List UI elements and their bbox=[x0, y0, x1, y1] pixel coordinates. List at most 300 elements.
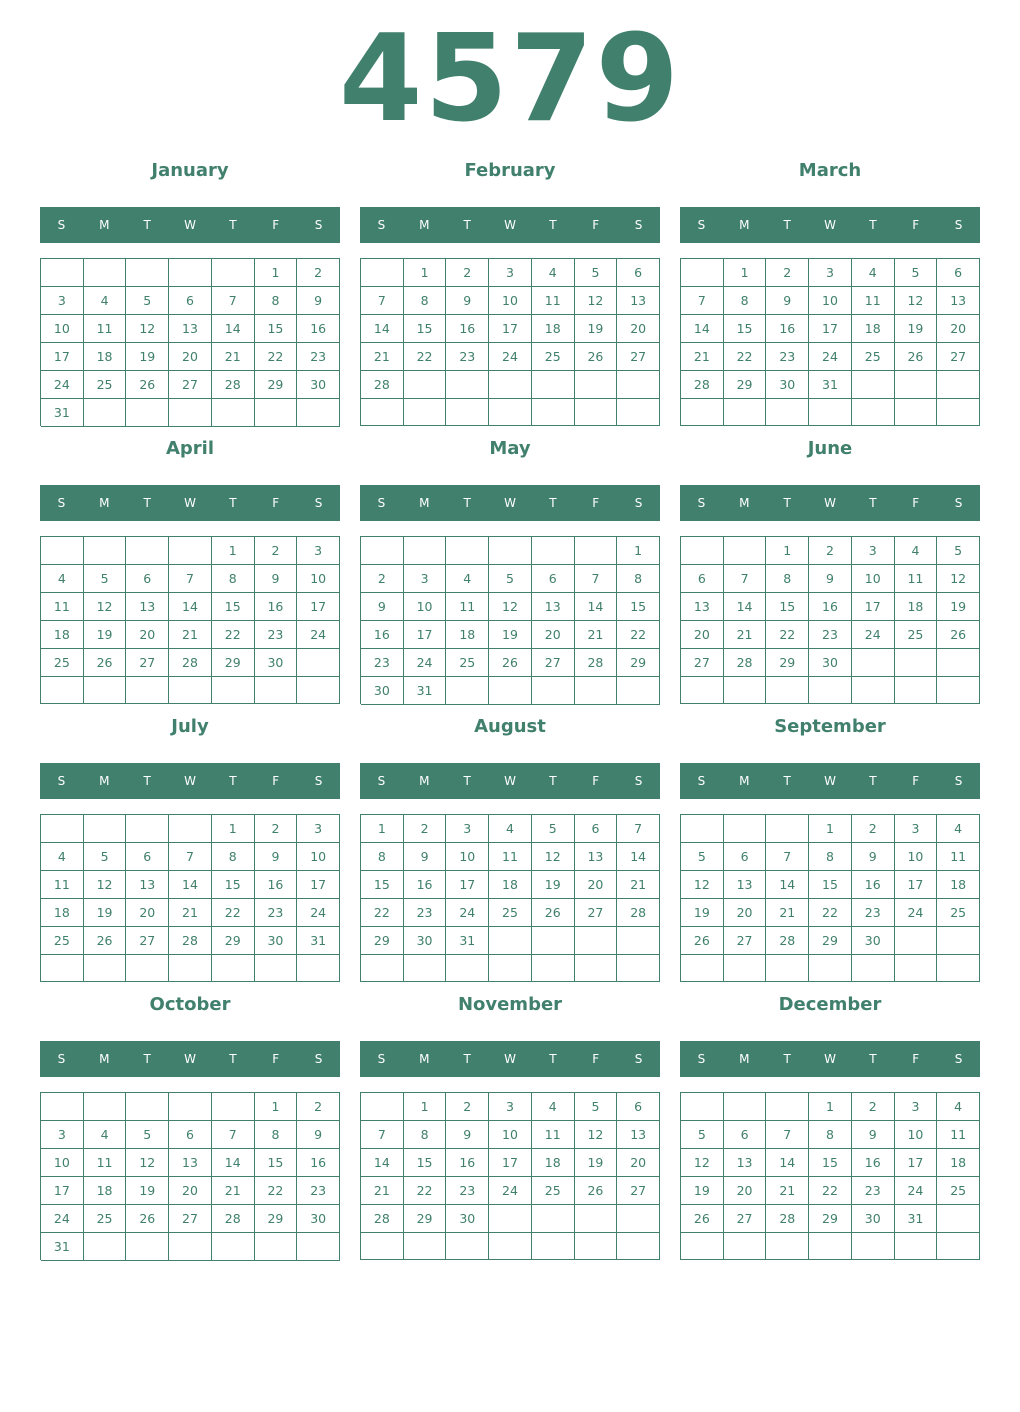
day-cell: 10 bbox=[41, 315, 84, 343]
day-cell: 11 bbox=[895, 565, 938, 593]
day-cell: 17 bbox=[41, 1177, 84, 1205]
day-grid bbox=[680, 536, 980, 704]
weekday-header bbox=[40, 763, 340, 799]
empty-cell bbox=[212, 399, 255, 427]
day-cell: 18 bbox=[41, 899, 84, 927]
empty-cell bbox=[297, 955, 340, 982]
empty-cell bbox=[84, 259, 127, 287]
empty-cell bbox=[617, 955, 660, 982]
day-cell: 16 bbox=[361, 621, 404, 649]
month-may bbox=[360, 436, 660, 698]
day-cell: 4 bbox=[852, 259, 895, 287]
day-cell: 11 bbox=[489, 843, 532, 871]
day-cell: 4 bbox=[895, 537, 938, 565]
empty-cell bbox=[126, 677, 169, 704]
day-cell: 24 bbox=[297, 621, 340, 649]
day-cell: 18 bbox=[446, 621, 489, 649]
day-cell: 26 bbox=[126, 1205, 169, 1233]
empty-cell bbox=[446, 399, 489, 426]
day-cell: 24 bbox=[41, 371, 84, 399]
weekday-label: S bbox=[314, 774, 323, 788]
day-cell: 6 bbox=[126, 565, 169, 593]
day-cell: 3 bbox=[404, 565, 447, 593]
day-cell: 10 bbox=[489, 287, 532, 315]
empty-cell bbox=[575, 371, 618, 399]
day-cell: 18 bbox=[852, 315, 895, 343]
day-cell: 27 bbox=[724, 927, 767, 955]
month-title: July bbox=[171, 716, 209, 737]
weekday-label: T bbox=[869, 496, 877, 510]
day-cell: 2 bbox=[766, 259, 809, 287]
day-cell: 28 bbox=[724, 649, 767, 677]
day-cell: 7 bbox=[617, 815, 660, 843]
weekday-header bbox=[680, 485, 980, 521]
weekday-label: T bbox=[463, 774, 471, 788]
empty-cell bbox=[361, 259, 404, 287]
empty-cell bbox=[255, 677, 298, 704]
empty-cell bbox=[169, 815, 212, 843]
day-cell: 21 bbox=[361, 343, 404, 371]
empty-cell bbox=[297, 1233, 340, 1261]
day-cell: 4 bbox=[532, 1093, 575, 1121]
day-cell: 22 bbox=[617, 621, 660, 649]
weekday-label: W bbox=[184, 1052, 196, 1066]
day-grid bbox=[680, 1092, 980, 1260]
day-cell: 16 bbox=[404, 871, 447, 899]
day-cell: 25 bbox=[41, 927, 84, 955]
empty-cell bbox=[617, 677, 660, 705]
day-cell: 12 bbox=[575, 287, 618, 315]
weekday-label: M bbox=[419, 218, 430, 232]
empty-cell bbox=[41, 1093, 84, 1121]
day-cell: 28 bbox=[212, 1205, 255, 1233]
weekday-label: F bbox=[592, 774, 600, 788]
empty-cell bbox=[489, 677, 532, 705]
day-cell: 11 bbox=[84, 1149, 127, 1177]
day-cell: 1 bbox=[404, 1093, 447, 1121]
day-cell: 12 bbox=[895, 287, 938, 315]
day-cell: 9 bbox=[446, 287, 489, 315]
day-cell: 8 bbox=[361, 843, 404, 871]
day-cell: 18 bbox=[937, 1149, 980, 1177]
empty-cell bbox=[937, 1233, 980, 1260]
weekday-label: W bbox=[504, 218, 516, 232]
day-cell: 6 bbox=[617, 1093, 660, 1121]
day-cell: 26 bbox=[489, 649, 532, 677]
day-cell: 21 bbox=[766, 1177, 809, 1205]
day-cell: 17 bbox=[41, 343, 84, 371]
day-cell: 19 bbox=[126, 343, 169, 371]
weekday-label: F bbox=[272, 1052, 280, 1066]
empty-cell bbox=[575, 537, 618, 565]
day-cell: 20 bbox=[681, 621, 724, 649]
weekday-header bbox=[680, 763, 980, 799]
month-title: September bbox=[774, 716, 886, 737]
day-cell: 4 bbox=[446, 565, 489, 593]
weekday-label: F bbox=[272, 496, 280, 510]
day-cell: 22 bbox=[766, 621, 809, 649]
month-title: November bbox=[457, 994, 563, 1015]
day-cell: 21 bbox=[212, 1177, 255, 1205]
day-cell: 23 bbox=[404, 899, 447, 927]
month-april bbox=[40, 436, 340, 670]
empty-cell bbox=[212, 955, 255, 982]
empty-cell bbox=[681, 955, 724, 982]
day-cell: 21 bbox=[169, 621, 212, 649]
empty-cell bbox=[361, 1093, 404, 1121]
day-cell: 28 bbox=[361, 371, 404, 399]
weekday-label: T bbox=[229, 1052, 237, 1066]
day-cell: 20 bbox=[724, 1177, 767, 1205]
month-title: April bbox=[165, 438, 215, 459]
weekday-label: T bbox=[869, 218, 877, 232]
day-cell: 14 bbox=[766, 1149, 809, 1177]
day-cell: 31 bbox=[446, 927, 489, 955]
day-cell: 2 bbox=[297, 259, 340, 287]
day-cell: 18 bbox=[937, 871, 980, 899]
day-cell: 29 bbox=[404, 1205, 447, 1233]
day-cell: 19 bbox=[681, 899, 724, 927]
month-title: January bbox=[151, 160, 229, 181]
day-cell: 5 bbox=[84, 843, 127, 871]
empty-cell bbox=[809, 677, 852, 704]
empty-cell bbox=[489, 399, 532, 426]
day-cell: 17 bbox=[297, 593, 340, 621]
day-cell: 10 bbox=[809, 287, 852, 315]
day-cell: 9 bbox=[297, 287, 340, 315]
day-cell: 9 bbox=[809, 565, 852, 593]
empty-cell bbox=[489, 1233, 532, 1260]
day-cell: 13 bbox=[617, 1121, 660, 1149]
day-cell: 6 bbox=[169, 1121, 212, 1149]
day-cell: 15 bbox=[255, 1149, 298, 1177]
weekday-label: T bbox=[549, 774, 557, 788]
day-cell: 27 bbox=[681, 649, 724, 677]
day-cell: 21 bbox=[212, 343, 255, 371]
day-cell: 18 bbox=[532, 315, 575, 343]
month-january bbox=[40, 158, 340, 420]
day-cell: 10 bbox=[297, 843, 340, 871]
weekday-label: S bbox=[377, 1052, 386, 1066]
day-cell: 19 bbox=[681, 1177, 724, 1205]
day-cell: 5 bbox=[84, 565, 127, 593]
empty-cell bbox=[41, 677, 84, 704]
weekday-label: T bbox=[143, 218, 151, 232]
empty-cell bbox=[297, 649, 340, 677]
weekday-label: F bbox=[592, 1052, 600, 1066]
day-cell: 11 bbox=[41, 871, 84, 899]
weekday-label: T bbox=[783, 496, 791, 510]
day-cell: 14 bbox=[212, 1149, 255, 1177]
day-cell: 23 bbox=[446, 1177, 489, 1205]
day-cell: 30 bbox=[255, 927, 298, 955]
weekday-label: M bbox=[99, 496, 110, 510]
day-cell: 27 bbox=[169, 371, 212, 399]
empty-cell bbox=[532, 1233, 575, 1260]
weekday-header bbox=[680, 207, 980, 243]
weekday-label: W bbox=[504, 774, 516, 788]
weekday-label: S bbox=[697, 1052, 706, 1066]
day-cell: 14 bbox=[617, 843, 660, 871]
empty-cell bbox=[489, 371, 532, 399]
day-cell: 19 bbox=[575, 315, 618, 343]
day-cell: 28 bbox=[361, 1205, 404, 1233]
day-cell: 6 bbox=[532, 565, 575, 593]
weekday-header bbox=[680, 1041, 980, 1077]
day-cell: 26 bbox=[937, 621, 980, 649]
empty-cell bbox=[895, 1233, 938, 1260]
day-cell: 13 bbox=[575, 843, 618, 871]
empty-cell bbox=[809, 399, 852, 426]
weekday-label: M bbox=[739, 496, 750, 510]
empty-cell bbox=[766, 1093, 809, 1121]
day-cell: 23 bbox=[297, 1177, 340, 1205]
weekday-label: T bbox=[143, 774, 151, 788]
day-cell: 30 bbox=[852, 927, 895, 955]
empty-cell bbox=[404, 371, 447, 399]
day-cell: 26 bbox=[575, 343, 618, 371]
day-cell: 1 bbox=[255, 259, 298, 287]
day-cell: 17 bbox=[489, 1149, 532, 1177]
day-cell: 25 bbox=[84, 371, 127, 399]
day-cell: 6 bbox=[724, 843, 767, 871]
day-cell: 8 bbox=[255, 1121, 298, 1149]
empty-cell bbox=[724, 815, 767, 843]
day-cell: 29 bbox=[212, 927, 255, 955]
empty-cell bbox=[852, 371, 895, 399]
day-cell: 18 bbox=[489, 871, 532, 899]
day-cell: 27 bbox=[937, 343, 980, 371]
weekday-header bbox=[360, 1041, 660, 1077]
empty-cell bbox=[169, 1233, 212, 1261]
day-cell: 29 bbox=[212, 649, 255, 677]
day-cell: 12 bbox=[532, 843, 575, 871]
day-cell: 13 bbox=[724, 871, 767, 899]
empty-cell bbox=[937, 955, 980, 982]
day-cell: 11 bbox=[84, 315, 127, 343]
day-cell: 24 bbox=[41, 1205, 84, 1233]
weekday-label: W bbox=[824, 1052, 836, 1066]
day-cell: 7 bbox=[575, 565, 618, 593]
day-cell: 1 bbox=[809, 815, 852, 843]
day-cell: 28 bbox=[766, 1205, 809, 1233]
day-cell: 23 bbox=[809, 621, 852, 649]
weekday-label: S bbox=[954, 496, 963, 510]
empty-cell bbox=[446, 677, 489, 705]
day-cell: 22 bbox=[809, 1177, 852, 1205]
weekday-label: M bbox=[739, 774, 750, 788]
empty-cell bbox=[404, 537, 447, 565]
day-cell: 23 bbox=[297, 343, 340, 371]
empty-cell bbox=[532, 677, 575, 705]
day-cell: 31 bbox=[41, 399, 84, 427]
day-cell: 10 bbox=[297, 565, 340, 593]
day-cell: 1 bbox=[724, 259, 767, 287]
day-cell: 3 bbox=[895, 815, 938, 843]
day-cell: 3 bbox=[809, 259, 852, 287]
day-cell: 13 bbox=[169, 1149, 212, 1177]
weekday-label: M bbox=[739, 1052, 750, 1066]
day-cell: 17 bbox=[809, 315, 852, 343]
day-cell: 16 bbox=[852, 1149, 895, 1177]
day-cell: 10 bbox=[41, 1149, 84, 1177]
empty-cell bbox=[446, 371, 489, 399]
empty-cell bbox=[84, 399, 127, 427]
day-cell: 24 bbox=[489, 1177, 532, 1205]
day-cell: 25 bbox=[489, 899, 532, 927]
day-cell: 11 bbox=[852, 287, 895, 315]
empty-cell bbox=[617, 927, 660, 955]
empty-cell bbox=[681, 677, 724, 704]
day-cell: 7 bbox=[681, 287, 724, 315]
day-cell: 15 bbox=[766, 593, 809, 621]
day-cell: 28 bbox=[212, 371, 255, 399]
empty-cell bbox=[446, 1233, 489, 1260]
day-cell: 5 bbox=[895, 259, 938, 287]
empty-cell bbox=[532, 371, 575, 399]
day-cell: 27 bbox=[169, 1205, 212, 1233]
day-cell: 9 bbox=[255, 843, 298, 871]
day-cell: 5 bbox=[575, 1093, 618, 1121]
day-cell: 16 bbox=[852, 871, 895, 899]
day-cell: 8 bbox=[212, 565, 255, 593]
weekday-header bbox=[360, 485, 660, 521]
day-cell: 10 bbox=[446, 843, 489, 871]
day-cell: 15 bbox=[361, 871, 404, 899]
day-cell: 23 bbox=[361, 649, 404, 677]
day-cell: 28 bbox=[575, 649, 618, 677]
weekday-label: M bbox=[419, 1052, 430, 1066]
empty-cell bbox=[446, 537, 489, 565]
day-cell: 16 bbox=[255, 871, 298, 899]
day-cell: 8 bbox=[212, 843, 255, 871]
weekday-header bbox=[360, 207, 660, 243]
day-cell: 2 bbox=[809, 537, 852, 565]
day-grid bbox=[40, 814, 340, 982]
day-cell: 14 bbox=[766, 871, 809, 899]
empty-cell bbox=[895, 399, 938, 426]
day-cell: 23 bbox=[766, 343, 809, 371]
empty-cell bbox=[617, 1205, 660, 1233]
day-cell: 19 bbox=[937, 593, 980, 621]
day-cell: 14 bbox=[361, 1149, 404, 1177]
empty-cell bbox=[41, 537, 84, 565]
day-cell: 9 bbox=[297, 1121, 340, 1149]
day-cell: 7 bbox=[212, 1121, 255, 1149]
day-cell: 27 bbox=[532, 649, 575, 677]
day-cell: 7 bbox=[361, 287, 404, 315]
day-cell: 17 bbox=[297, 871, 340, 899]
day-cell: 3 bbox=[489, 259, 532, 287]
day-cell: 11 bbox=[532, 1121, 575, 1149]
day-cell: 4 bbox=[489, 815, 532, 843]
weekday-label: W bbox=[824, 774, 836, 788]
day-cell: 17 bbox=[852, 593, 895, 621]
empty-cell bbox=[169, 537, 212, 565]
weekday-header bbox=[40, 485, 340, 521]
day-grid bbox=[360, 536, 660, 704]
day-cell: 19 bbox=[84, 899, 127, 927]
day-cell: 15 bbox=[404, 1149, 447, 1177]
empty-cell bbox=[532, 955, 575, 982]
day-cell: 12 bbox=[126, 315, 169, 343]
day-cell: 15 bbox=[809, 1149, 852, 1177]
day-grid bbox=[360, 258, 660, 426]
weekday-label: M bbox=[739, 218, 750, 232]
day-cell: 1 bbox=[809, 1093, 852, 1121]
day-cell: 29 bbox=[255, 1205, 298, 1233]
weekday-label: F bbox=[592, 496, 600, 510]
empty-cell bbox=[84, 955, 127, 982]
day-cell: 1 bbox=[617, 537, 660, 565]
day-cell: 23 bbox=[852, 1177, 895, 1205]
day-cell: 29 bbox=[724, 371, 767, 399]
day-cell: 21 bbox=[766, 899, 809, 927]
empty-cell bbox=[41, 259, 84, 287]
day-cell: 29 bbox=[809, 927, 852, 955]
day-cell: 18 bbox=[41, 621, 84, 649]
day-cell: 23 bbox=[852, 899, 895, 927]
day-cell: 27 bbox=[575, 899, 618, 927]
empty-cell bbox=[724, 677, 767, 704]
weekday-label: W bbox=[184, 496, 196, 510]
weekday-label: S bbox=[634, 774, 643, 788]
day-cell: 6 bbox=[126, 843, 169, 871]
day-cell: 24 bbox=[852, 621, 895, 649]
day-cell: 23 bbox=[255, 899, 298, 927]
empty-cell bbox=[937, 677, 980, 704]
empty-cell bbox=[809, 955, 852, 982]
day-cell: 30 bbox=[361, 677, 404, 705]
day-cell: 25 bbox=[532, 343, 575, 371]
day-cell: 13 bbox=[169, 315, 212, 343]
day-cell: 3 bbox=[446, 815, 489, 843]
empty-cell bbox=[617, 371, 660, 399]
day-cell: 31 bbox=[41, 1233, 84, 1261]
empty-cell bbox=[489, 955, 532, 982]
day-cell: 27 bbox=[126, 927, 169, 955]
day-cell: 21 bbox=[617, 871, 660, 899]
month-title: March bbox=[798, 160, 862, 181]
weekday-label: S bbox=[314, 496, 323, 510]
day-grid bbox=[360, 1092, 660, 1260]
day-cell: 16 bbox=[446, 1149, 489, 1177]
day-cell: 26 bbox=[84, 649, 127, 677]
weekday-label: T bbox=[229, 774, 237, 788]
day-cell: 1 bbox=[212, 537, 255, 565]
day-cell: 26 bbox=[681, 927, 724, 955]
empty-cell bbox=[532, 927, 575, 955]
day-cell: 19 bbox=[126, 1177, 169, 1205]
day-cell: 24 bbox=[895, 1177, 938, 1205]
empty-cell bbox=[361, 1233, 404, 1260]
empty-cell bbox=[724, 399, 767, 426]
day-cell: 5 bbox=[489, 565, 532, 593]
day-cell: 24 bbox=[809, 343, 852, 371]
day-cell: 28 bbox=[681, 371, 724, 399]
weekday-label: T bbox=[463, 496, 471, 510]
day-cell: 15 bbox=[255, 315, 298, 343]
day-cell: 9 bbox=[852, 1121, 895, 1149]
day-grid bbox=[40, 536, 340, 704]
weekday-label: W bbox=[504, 496, 516, 510]
month-title: February bbox=[464, 160, 556, 181]
day-cell: 22 bbox=[255, 1177, 298, 1205]
empty-cell bbox=[766, 815, 809, 843]
weekday-label: S bbox=[57, 1052, 66, 1066]
day-cell: 31 bbox=[297, 927, 340, 955]
weekday-header bbox=[360, 763, 660, 799]
